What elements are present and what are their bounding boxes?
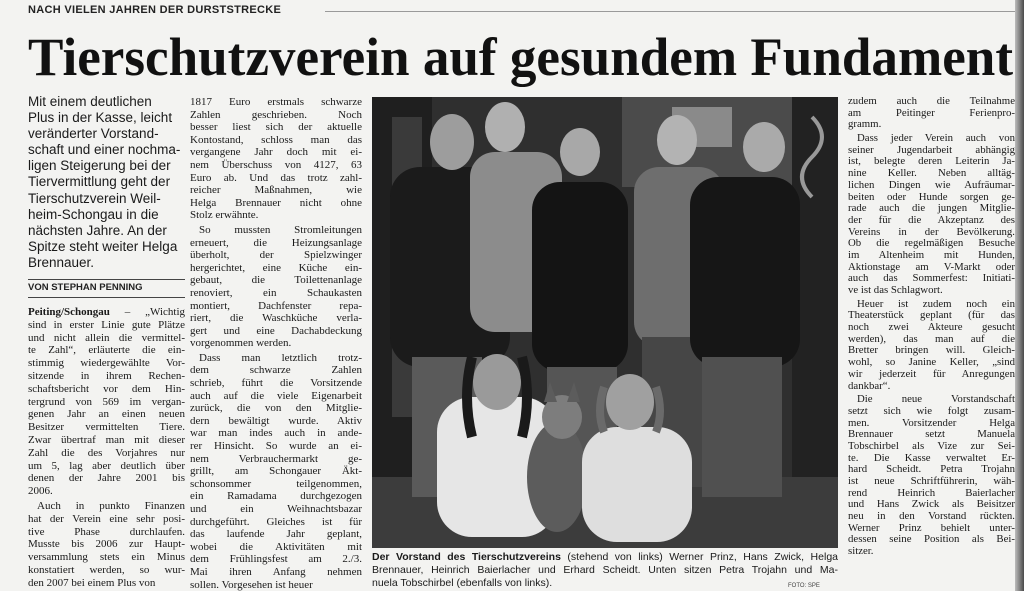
text-line <box>190 566 362 579</box>
text-line-content: tergrund von 569 im vergan- <box>28 395 185 408</box>
text-line-content: dessen seine Position als Bei- <box>848 533 1015 546</box>
text-line-content: renoviert, ein Schaukasten <box>190 286 362 299</box>
text-line-content: auch das Sommerfest: Initiati- <box>848 272 1015 285</box>
paragraph <box>848 133 1015 297</box>
paragraph <box>848 96 1015 131</box>
paragraph <box>190 224 362 350</box>
lead-line <box>28 191 185 207</box>
text-line-content: dankbar“. <box>848 379 891 392</box>
text-line <box>190 579 362 591</box>
text-line-content: auch auf die viele Eigenarbeit <box>190 389 362 402</box>
text-line-content: zudem auch die Teilnahme <box>848 96 1015 107</box>
text-line-content: hard Scheidt. Petra Trojahn <box>848 463 1015 476</box>
text-line-content: Mai ihren Anfang nehmen <box>190 565 362 578</box>
text-line-content: seiner Jugendarbeit abhängig <box>848 143 1015 156</box>
text-line <box>190 146 362 159</box>
text-line <box>28 564 185 577</box>
lead-line-text: schaft und einer nochma- <box>28 142 181 158</box>
text-line <box>190 503 362 516</box>
text-line <box>190 96 362 109</box>
lead-line-text: veränderter Vorstand- <box>28 126 159 142</box>
page-edge-shadow <box>1015 0 1024 591</box>
text-line-content: hergerichtet, eine Küche ein- <box>190 261 362 274</box>
text-line <box>28 306 185 319</box>
text-line <box>190 224 362 237</box>
text-line-content: überholt, der Spielzwinger <box>190 249 362 262</box>
text-line <box>190 262 362 275</box>
text-line-content: nem Verbrauchermarkt ge- <box>190 452 362 465</box>
text-line-content: Dass man letztlich trotz- <box>199 351 362 364</box>
text-line <box>190 377 362 390</box>
text-line-content: te Zahl“, erläuterte die ein- <box>28 344 185 357</box>
text-line-content: zurück, die von den Mitglie- <box>190 402 362 415</box>
text-line <box>28 500 185 513</box>
text-line <box>28 551 185 564</box>
text-line-content: vorgenommen werden. <box>190 337 292 350</box>
text-line <box>190 490 362 503</box>
dateline-rest: – „Wichtig <box>109 306 185 318</box>
paragraph <box>28 306 185 498</box>
text-line-content: den 2007 bei einem Plus von <box>28 576 156 589</box>
text-line-content: wir jederzeit für Anregungen <box>848 367 1015 380</box>
text-line <box>190 516 362 529</box>
caption-line <box>372 577 838 590</box>
byline-rule-top <box>28 279 185 280</box>
text-line <box>28 526 185 539</box>
group-photo <box>372 97 838 548</box>
lead-line <box>28 158 185 174</box>
text-line <box>190 337 362 350</box>
lead-line <box>28 94 185 110</box>
text-line <box>190 287 362 300</box>
text-line-content: am Peitinger Ferienpro- <box>848 106 1015 119</box>
text-line <box>848 119 1015 131</box>
text-line <box>190 184 362 197</box>
text-line-content: denen der Jahre 2001 bis <box>28 472 185 485</box>
lead-line <box>28 174 185 190</box>
text-line-content: erneuert, die Heizungsanlage <box>190 236 362 249</box>
byline-rule-bottom <box>28 297 185 298</box>
text-line <box>190 453 362 466</box>
text-line-content: hat der Verein eine sehr posi- <box>28 512 185 525</box>
text-line <box>28 383 185 396</box>
headline-text: Tierschutzverein auf gesundem Fundament <box>28 27 1013 87</box>
text-line <box>190 528 362 541</box>
text-line-content: Tobschirbel als Vize zur Sei- <box>848 439 1015 452</box>
text-line-content: dem Frühlingsfest am 2./3. <box>190 553 362 566</box>
text-line-content: te. Die Kasse verwaltet Er- <box>848 451 1015 464</box>
text-line <box>190 325 362 338</box>
text-line-content: war man indes auch in ande- <box>190 427 362 440</box>
text-line-content: ein Ramadama durchgezogen <box>190 490 362 503</box>
text-line-content: sind in erster Linie gute Plätze <box>28 318 185 331</box>
text-line-content <box>28 306 185 318</box>
text-line <box>28 513 185 526</box>
text-line-content: beiten oder Hunde sorgen ge- <box>848 190 1015 203</box>
text-line-content: werden), das man auf die <box>848 332 1015 345</box>
kicker-line: NACH VIELEN JAHREN DER DURSTSTRECKE <box>28 4 282 16</box>
text-line-content: schaftsbericht vor dem Hin- <box>28 382 185 395</box>
text-line-content: ist, belegte deren Leiterin Ja- <box>848 155 1015 168</box>
text-line-content: riert, die Waschküche verla- <box>190 312 362 325</box>
text-line <box>190 109 362 122</box>
text-line-content: stimmig wiedergewählte Vor- <box>28 357 185 370</box>
text-line-content: nine Keller. Neben alltäg- <box>848 167 1015 180</box>
text-line <box>190 274 362 287</box>
text-line <box>848 546 1015 558</box>
text-line-content: ve ist das Schlagwort. <box>848 284 943 296</box>
text-line-content: schonsommer teilgenommen, <box>190 477 362 490</box>
lead-line-text: Tiervermittlung geht der <box>28 174 171 190</box>
text-line-content: schrieb, führt die Vorsitzende <box>190 377 362 390</box>
text-line-content: Die neue Vorstandschaft <box>857 393 1015 406</box>
text-line-content: ist neue Schriftführerin, wäh- <box>848 475 1015 487</box>
text-line <box>190 553 362 566</box>
lead-line-text: Mit einem deutlichen <box>28 94 152 109</box>
text-line-content: gebaut, die Toilettenanlage <box>190 274 362 287</box>
lead-line <box>28 255 185 271</box>
paragraph <box>28 500 185 590</box>
caption-line-2: Brennauer, Heinrich Baierlacher und Erhard Scheidt. Unten sitzen Petra Trojahn und Ma- <box>372 563 838 576</box>
text-line-content: im Altenheim mit Hunden, <box>848 248 1015 261</box>
text-line-content: sitzende in ihrem Rechen- <box>28 369 185 382</box>
text-line <box>190 300 362 313</box>
text-line-content: dem schwarze Zahlen <box>190 364 362 377</box>
text-line-content: konstatiert werden, so wur- <box>28 563 185 576</box>
text-line-content: Helga Brennauer nicht ohne <box>190 196 362 209</box>
lead-line <box>28 126 185 142</box>
text-line <box>28 421 185 434</box>
paragraph <box>848 299 1015 393</box>
text-line-content: reicher Maßnahmen, wie <box>190 184 362 197</box>
photo-caption <box>372 551 838 589</box>
text-line-content: der für die Akzeptanz des <box>848 213 1015 226</box>
caption-line-1: (stehend von links) Werner Prinz, Hans Zwick, Helga <box>560 551 838 563</box>
lead-line-text: heim-Schongau in die <box>28 206 159 222</box>
text-line <box>848 285 1015 297</box>
lead-line-text: Spitze steht weiter Helga <box>28 238 178 254</box>
text-line <box>190 402 362 415</box>
paragraph <box>190 352 362 591</box>
text-line-content: sollen. Vorgesehen ist heuer <box>190 578 313 591</box>
text-line <box>190 121 362 134</box>
text-line-content: neu in den Vorstand rückten. <box>848 510 1015 523</box>
text-line <box>28 332 185 345</box>
lead-line <box>28 239 185 255</box>
text-line-content: wohl, so Janine Keller, „sind <box>848 356 1015 369</box>
text-line-content: Zahlen geschrieben. Noch <box>190 108 362 121</box>
text-line-content: So mussten Stromleitungen <box>199 223 362 236</box>
caption-line-3: nuela Tobschirbel (ebenfalls von links). <box>372 576 553 589</box>
text-line-content: besser liest sich der aktuelle <box>190 121 362 134</box>
lead-line <box>28 223 185 239</box>
lead-line-text: Brennauer. <box>28 254 95 270</box>
lead-line <box>28 207 185 223</box>
text-line-content: montiert, Dachfenster repa- <box>190 299 362 312</box>
text-line <box>28 344 185 357</box>
text-line <box>28 538 185 551</box>
text-line-content: versammlung stets ein Minus <box>28 551 185 564</box>
text-line <box>848 381 1015 393</box>
lead-paragraph <box>28 94 185 271</box>
text-line-content: noch zwei Akteure gesucht <box>848 321 1015 334</box>
caption-line <box>372 551 838 564</box>
text-line-content: Theaterstück geplant (für das <box>848 309 1015 322</box>
text-line-content: gert und eine Dachabdeckung <box>190 324 362 337</box>
text-line-content: Stolz erwähnte. <box>190 209 259 222</box>
text-line-content: Aktionstage am V-Markt oder <box>848 260 1015 273</box>
lead-line-text: ligen Steigerung bei der <box>28 158 171 174</box>
text-line-content: Heuer ist zudem noch ein <box>857 297 1015 310</box>
text-line-content: und Hans Zwick als Beisitzer <box>848 498 1015 511</box>
text-line-content: vergangene Jahr doch mit ei- <box>190 146 362 159</box>
text-line <box>190 237 362 250</box>
text-line <box>190 415 362 428</box>
text-line-content: und nicht allein die vermittel- <box>28 331 185 344</box>
text-line <box>28 485 185 498</box>
text-line-content: und ein Weihnachtsbazar <box>190 503 362 515</box>
text-line <box>190 134 362 147</box>
text-line-content: tive Phase durchlaufen. <box>28 525 185 538</box>
text-line <box>190 172 362 185</box>
text-column-3 <box>848 96 1015 591</box>
paragraph <box>190 96 362 222</box>
photo-credit: FOTO: SPE <box>788 583 820 589</box>
text-line <box>190 249 362 262</box>
text-line <box>28 577 185 590</box>
text-line-content: Werner Prinz behielt unter- <box>848 521 1015 534</box>
text-line-content: gramm. <box>848 118 882 131</box>
text-line <box>28 396 185 409</box>
caption-lead: Der Vorstand des Tierschutzvereins <box>372 551 561 563</box>
text-line-content: lichen Dingen wie Aufräumar- <box>848 178 1015 191</box>
text-line <box>28 319 185 332</box>
text-line-content: Besitzer vermittelten Tiere. <box>28 421 185 434</box>
text-line-content: um 5, lag aber deutlich über <box>28 459 185 472</box>
text-column-2 <box>190 96 362 591</box>
text-line-content: setzt sich wie folgt zusam- <box>848 404 1015 417</box>
text-line-content: Brennauer setzt Manuela <box>848 428 1015 441</box>
lead-line <box>28 142 185 158</box>
text-line <box>28 408 185 421</box>
text-line-content: rer Hinsicht. So wurde an ei- <box>190 440 362 453</box>
text-line-content: Auch in punkto Finanzen <box>37 499 185 512</box>
text-line-content: Zahl die des Vorjahres nur <box>28 446 185 459</box>
lead-line-text: Tierschutzverein Weil- <box>28 190 161 206</box>
text-line-content: nem Überschuss von 4127, 63 <box>190 158 362 171</box>
text-line-content: Dass jeder Verein auch von <box>857 132 1015 145</box>
text-line <box>190 364 362 377</box>
text-line-content: durchgeführt. Gleiches ist für <box>190 515 362 528</box>
text-line-content: men. Vorsitzender Helga <box>848 416 1015 429</box>
text-line <box>190 541 362 554</box>
text-line <box>190 390 362 403</box>
text-line <box>28 434 185 447</box>
lead-line-text: nächsten Jahre. An der <box>28 222 167 238</box>
kicker-rule <box>325 11 1015 12</box>
text-column-1 <box>28 306 185 591</box>
text-line-content: sitzer. <box>848 545 874 558</box>
text-line <box>190 159 362 172</box>
byline: VON STEPHAN PENNING <box>28 282 143 293</box>
text-line-content: dern bewältigt wurde. Aktiv <box>190 414 362 427</box>
text-line-content: wobei die Aktivitäten mit <box>190 540 362 553</box>
text-line <box>190 209 362 222</box>
caption-line <box>372 564 838 577</box>
text-line-content: 1817 Euro erstmals schwarze <box>190 96 362 108</box>
text-line <box>28 460 185 473</box>
text-line-content: Musste bis 2006 zur Haupt- <box>28 538 185 551</box>
text-line <box>28 357 185 370</box>
lead-line <box>28 110 185 126</box>
group-photo-image <box>372 97 838 548</box>
text-line <box>190 197 362 210</box>
text-line <box>190 427 362 440</box>
text-line-content: Zwar übertraf man mit dieser <box>28 433 185 446</box>
caption-line-text <box>372 551 838 563</box>
paragraph <box>848 394 1015 558</box>
text-line-content: grillt, am Schongauer Äkt- <box>190 465 362 478</box>
text-line-content: Ob die regelmäßigen Besuche <box>848 237 1015 250</box>
text-line-content: Kontostand, schloss man das <box>190 133 362 146</box>
text-line <box>190 465 362 478</box>
text-line <box>190 440 362 453</box>
text-line-content: das laufende Jahr geplant, <box>190 528 362 541</box>
lead-line-text: Plus in der Kasse, leicht <box>28 110 173 126</box>
text-line-content: Euro ab. Und das trotz zahl- <box>190 171 362 184</box>
text-line-content: genen Jahr an einen neuen <box>28 408 185 421</box>
headline <box>28 26 1013 88</box>
text-line <box>28 472 185 485</box>
text-line <box>190 312 362 325</box>
text-line <box>190 478 362 491</box>
text-line-content: 2006. <box>28 485 53 498</box>
dateline: Peiting/Schongau <box>28 306 110 318</box>
text-line-content: Vereins in der Bevölkerung. <box>848 225 1015 238</box>
text-line-content: Bretter bringen will. Gleich- <box>848 344 1015 357</box>
text-line <box>28 447 185 460</box>
text-line <box>190 352 362 365</box>
text-line-content: rend Heinrich Baierlacher <box>848 486 1015 499</box>
text-line-content: rade auch die jungen Mitglie- <box>848 202 1015 215</box>
text-line <box>28 370 185 383</box>
